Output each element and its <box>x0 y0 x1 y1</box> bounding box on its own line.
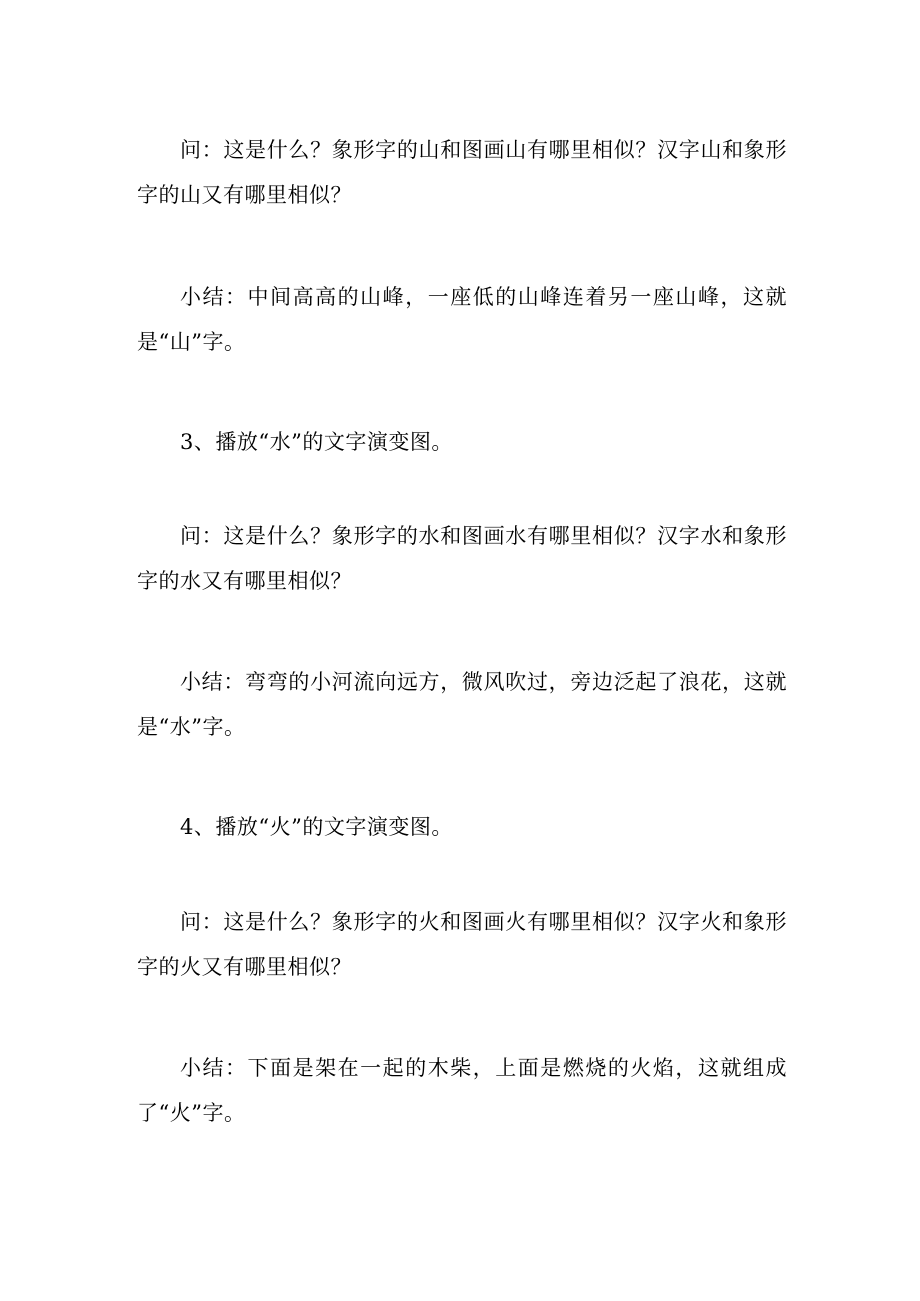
question-mountain: 问：这是什么？象形字的山和图画山有哪里相似？汉字山和象形字的山又有哪里相似？ <box>137 138 787 207</box>
step-fire-heading: 4、播放“火”的文字演变图。 <box>180 815 453 839</box>
summary-fire: 小结：下面是架在一起的木柴，上面是燃烧的火焰，这就组成了“火”字。 <box>137 1056 787 1125</box>
question-water: 问：这是什么？象形字的水和图画水有哪里相似？汉字水和象形字的水又有哪里相似？ <box>137 524 787 593</box>
step-water-heading: 3、播放“水”的文字演变图。 <box>180 430 453 454</box>
question-fire: 问：这是什么？象形字的火和图画火有哪里相似？汉字火和象形字的火又有哪里相似？ <box>137 910 787 979</box>
summary-mountain: 小结：中间高高的山峰，一座低的山峰连着另一座山峰，这就是“山”字。 <box>137 285 787 354</box>
summary-water: 小结：弯弯的小河流向远方，微风吹过，旁边泛起了浪花，这就是“水”字。 <box>137 670 787 739</box>
